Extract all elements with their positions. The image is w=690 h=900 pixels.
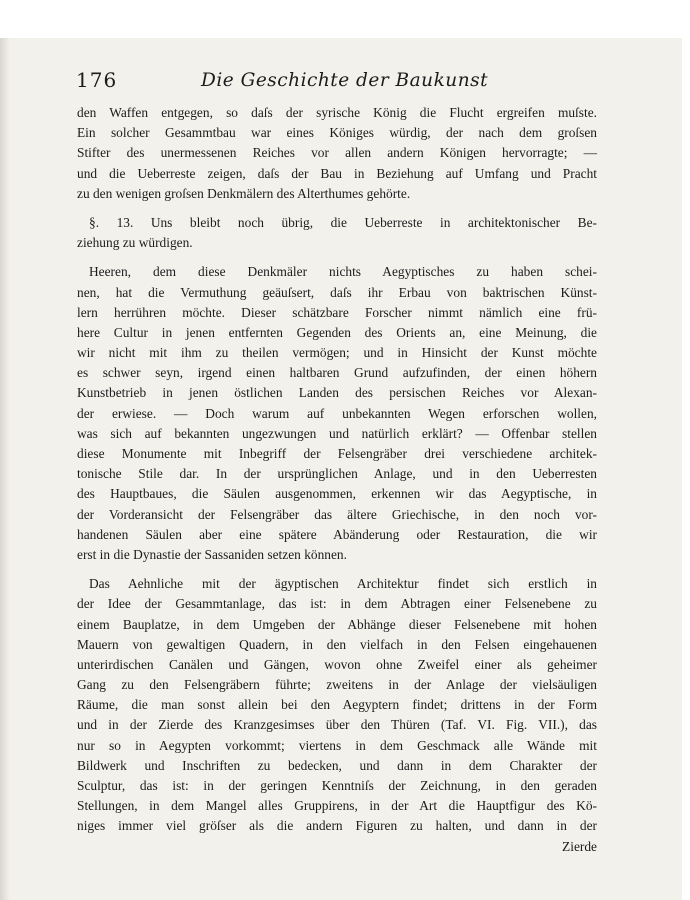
page-header — [76, 66, 596, 94]
body-text — [77, 103, 597, 866]
text-line: erst in die Dynastie der Sassaniden setzen können. — [77, 546, 347, 562]
text-line: wir nicht mit ihm zu theilen vermögen; und in Hinsicht der Kunst möchte — [77, 345, 597, 361]
scan-margin-right — [682, 0, 690, 900]
text-line: des Hauptbaues, die Säulen ausgenommen, erkennen wir das Aegyptische, in — [77, 486, 597, 502]
text-line: der Vorderansicht der Felsengräber das ältere Griechische, in den noch vor- — [77, 506, 597, 522]
text-line: Das Aehnliche mit der ägyptischen Architektur findet sich erstlich in — [89, 576, 597, 592]
text-line: den Waffen entgegen, so daſs der syrische König die Flucht ergreifen muſste. — [77, 105, 597, 120]
text-line: here Cultur in jenen entfernten Gegenden des Orients an, eine Meinung, die — [77, 324, 597, 340]
text-line: Stifter des unermessenen Reiches vor allen andern Königen hervorragte; — — [77, 145, 597, 161]
paragraph — [77, 574, 597, 857]
page-number: 176 — [76, 68, 118, 92]
text-line: niges immer viel gröſser als die andern Figuren zu halten, und dann in der — [77, 818, 597, 834]
text-line: diese Monumente mit Inbegriff der Felsengräber drei verschiedene architek- — [77, 446, 597, 461]
text-line: der erwiese. — Doch warum auf unbekannten Wegen erforschen wollen, — [77, 405, 597, 421]
text-line: Gang zu den Felsengräbern führte; zweitens in der Anlage der vielsäuligen — [77, 677, 597, 693]
running-title: Die Geschichte der Baukunst — [201, 70, 489, 91]
text-line: Stellungen, in dem Mangel alles Gruppirens, in der Art die Hauptfigur des Kö- — [77, 798, 597, 814]
text-line: nur so in Aegypten vorkommt; viertens in dem Geschmack alle Wände mit — [77, 737, 597, 753]
text-line: handenen Säulen aber eine spätere Abänderung oder Restauration, die wir — [77, 526, 597, 542]
text-line: Bildwerk und Inschriften zu bedecken, und dann in dem Charakter der — [77, 757, 597, 773]
text-line: und in der Zierde des Kranzgesimses über den Thüren (Taf. VI. Fig. VII.), das — [77, 717, 597, 733]
text-line: unterirdischen Canälen und Gängen, wovon ohne Zweifel einer als geheimer — [77, 656, 597, 672]
text-line: was sich auf bekannten ungezwungen und natürlich erklärt? — Offenbar stellen — [77, 425, 597, 441]
text-line: Kunstbetrieb in jenen östlichen Landen des persischen Reiches vor Alexan- — [77, 385, 597, 401]
text-line: Ein solcher Gesammtbau war eines Königes würdig, der nach dem groſsen — [77, 125, 597, 141]
text-line: tonische Stile dar. In der ursprünglichen Anlage, und in den Ueberresten — [77, 466, 597, 482]
paragraph — [77, 262, 597, 565]
text-line: §. 13. Uns bleibt noch übrig, die Ueberreste in architektonischer Be- — [89, 214, 597, 230]
paragraph — [77, 103, 597, 204]
text-line: lern herrühren möchte. Dieser schätzbare Forscher nimmt nämlich eine frü- — [77, 304, 597, 320]
text-line: Räume, die man sonst allein bei den Aegyptern findet; drittens in der Form — [77, 697, 597, 713]
text-line: der Idee der Gesammtanlage, das ist: in dem Abtragen einer Felsenebene zu — [77, 596, 597, 612]
text-line: einem Bauplatze, in dem Umgeben der Abhänge dieser Felsenebene mit hohen — [77, 616, 597, 632]
text-line: zu den wenigen groſsen Denkmälern des Alterthumes gehörte. — [77, 185, 411, 201]
text-line: Mauern von gewaltigen Quadern, in den vielfach in den Felsen eingehauenen — [77, 636, 597, 652]
text-line: Sculptur, das ist: in der geringen Kenntniſs der Zeichnung, in den geraden — [77, 778, 597, 793]
text-line: Heeren, dem diese Denkmäler nichts Aegyptisches zu haben schei- — [89, 264, 597, 280]
text-line: und die Ueberreste zeigen, daſs der Bau in Beziehung auf Umfang und Pracht — [77, 165, 597, 181]
page-gutter-shadow — [0, 38, 10, 900]
scan-margin-top — [0, 0, 690, 38]
paragraph — [77, 213, 597, 253]
text-line: es schwer seyn, irgend einen haltbaren Grund aufzufinden, der einen höhern — [77, 365, 597, 381]
text-line: ziehung zu würdigen. — [77, 235, 193, 251]
text-line: nen, hat die Vermuthung geäuſsert, daſs ihr Erbau von baktrischen Künst- — [77, 284, 597, 300]
catchword: Zierde — [562, 838, 597, 854]
